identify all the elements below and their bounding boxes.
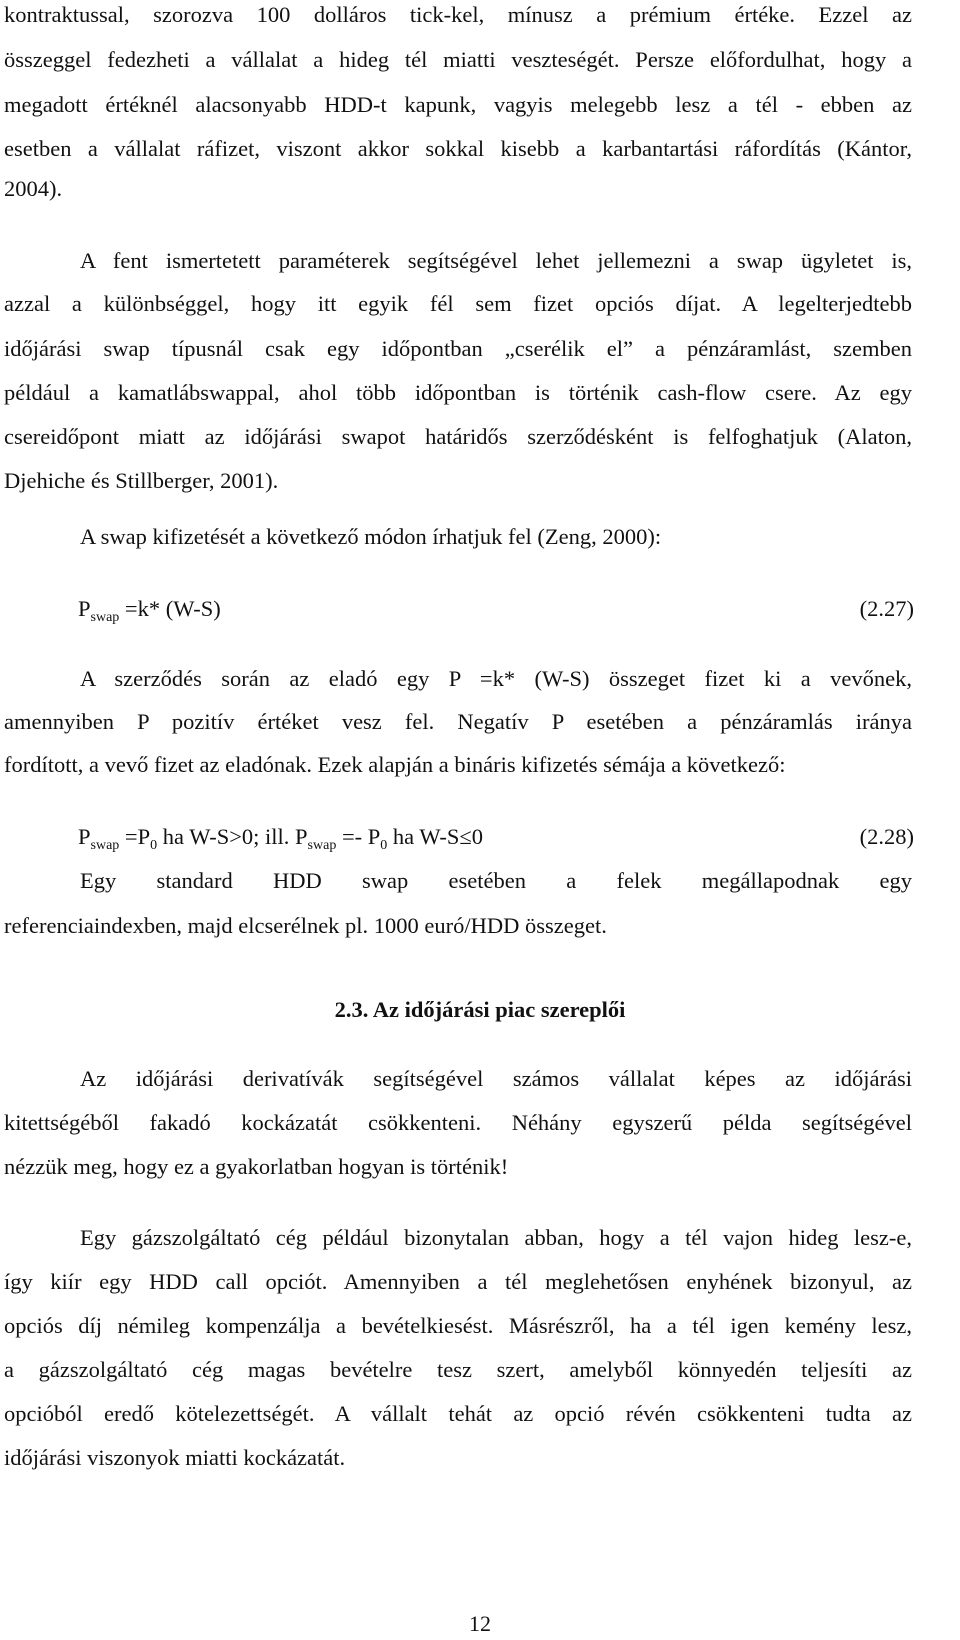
equation-subscript: swap xyxy=(90,838,120,853)
text-line: Egy standard HDD swap esetében a felek megállapodnak egy xyxy=(80,868,912,893)
equation-body: =k* (W-S) xyxy=(119,596,221,621)
text-line: fordított, a vevő fizet az eladónak. Ezek alapján a bináris kifizetés sémája a következő: xyxy=(4,752,786,777)
text-line: megadott értéknél alacsonyabb HDD-t kapunk, vagyis melegebb lesz a tél - ebben az xyxy=(4,92,912,117)
text-line: például a kamatlábswappal, ahol több időpontban is történik cash-flow csere. Az egy xyxy=(4,380,912,405)
equation-body: ha W-S≤0 xyxy=(387,824,483,849)
equation-number: (2.28) xyxy=(859,824,914,849)
text-line: így kiír egy HDD call opciót. Amennyiben a tél meglehetősen enyhének bizonyul, az xyxy=(4,1269,912,1294)
text-line: összeggel fedezheti a vállalat a hideg tél miatti veszteségét. Persze előfordulhat, hogy a xyxy=(4,47,912,72)
text-line: csereidőpont miatt az időjárási swapot határidős szerződésként is felfoghatjuk (Alaton, xyxy=(4,424,912,449)
equation-body: =- P xyxy=(336,824,381,849)
text-line: kitettségéből fakadó kockázatát csökkenteni. Néhány egyszerű példa segítségével xyxy=(4,1110,912,1135)
text-line: időjárási swap típusnál csak egy időpontban „cserélik el” a pénzáramlást, szemben xyxy=(4,336,912,361)
text-line: amennyiben P pozitív értéket vesz fel. Negatív P esetében a pénzáramlás iránya xyxy=(4,709,912,734)
text-line: opcióból eredő kötelezettségét. A vállalt tehát az opció révén csökkenteni tudta az xyxy=(4,1401,912,1426)
equation-body: =P xyxy=(119,824,151,849)
equation-body: ha W-S>0; ill. P xyxy=(157,824,308,849)
text-line: időjárási viszonyok miatti kockázatát. xyxy=(4,1445,346,1470)
equation-subscript: 0 xyxy=(150,838,158,853)
text-line: esetben a vállalat ráfizet, viszont akkor sokkal kisebb a karbantartási ráfordítás (Kántor, xyxy=(4,136,912,161)
equation-subscript: 0 xyxy=(380,838,388,853)
text-line: azzal a különbséggel, hogy itt egyik fél sem fizet opciós díjat. A legelterjedtebb xyxy=(4,291,912,316)
text-line: Az időjárási derivatívák segítségével számos vállalat képes az időjárási xyxy=(80,1066,912,1091)
text-line: A swap kifizetését a következő módon írhatjuk fel (Zeng, 2000): xyxy=(80,524,662,549)
page-number: 12 xyxy=(469,1611,491,1636)
equation-2-28 xyxy=(78,822,914,852)
text-line: Egy gázszolgáltató cég például bizonytalan abban, hogy a tél vajon hideg lesz-e, xyxy=(80,1225,912,1250)
text-line: nézzük meg, hogy ez a gyakorlatban hogyan is történik! xyxy=(4,1154,509,1179)
text-line: kontraktussal, szorozva 100 dolláros tick-kel, mínusz a prémium értéke. Ezzel az xyxy=(4,2,912,27)
equation-symbol: P xyxy=(78,596,91,621)
text-line: 2004). xyxy=(4,176,63,201)
equation-subscript: swap xyxy=(90,610,120,625)
text-line: Djehiche és Stillberger, 2001). xyxy=(4,468,279,493)
text-line: referenciaindexben, majd elcserélnek pl. 1000 euró/HDD összeget. xyxy=(4,913,607,938)
equation-2-27 xyxy=(78,594,914,624)
equation-symbol: P xyxy=(78,824,91,849)
text-line: A fent ismertetett paraméterek segítségével lehet jellemezni a swap ügyletet is, xyxy=(80,248,912,273)
section-heading: 2.3. Az időjárási piac szereplői xyxy=(334,997,626,1022)
text-line: A szerződés során az eladó egy P =k* (W-S) összeget fizet ki a vevőnek, xyxy=(80,666,912,691)
equation-subscript: swap xyxy=(307,838,337,853)
text-line: a gázszolgáltató cég magas bevételre tesz szert, amelyből könnyedén teljesíti az xyxy=(4,1357,912,1382)
text-line: opciós díj némileg kompenzálja a bevételkiesést. Másrészről, ha a tél igen kemény lesz, xyxy=(4,1313,912,1338)
equation-number: (2.27) xyxy=(859,596,914,621)
